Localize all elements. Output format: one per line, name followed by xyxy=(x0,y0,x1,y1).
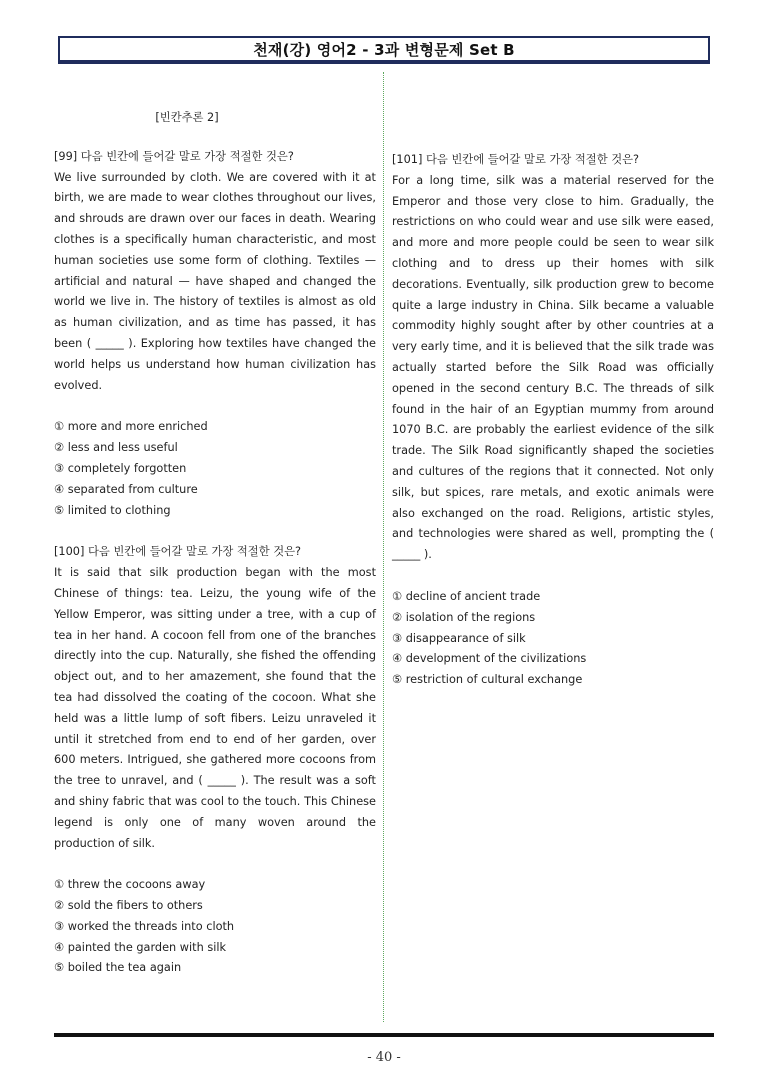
column-divider xyxy=(383,72,384,1022)
question-number: [100] 다음 빈칸에 들어갈 말로 가장 적절한 것은? xyxy=(54,545,302,559)
page-header xyxy=(58,36,710,64)
choice-3: ③ worked the threads into cloth xyxy=(54,919,235,933)
left-column xyxy=(54,108,376,1000)
right-column xyxy=(392,150,714,712)
page-title: 천재(강) 영어2 - 3과 변형문제 Set B xyxy=(253,40,515,59)
choice-2: ② less and less useful xyxy=(54,441,178,455)
choice-4: ④ painted the garden with silk xyxy=(54,940,227,954)
choice-list xyxy=(54,417,376,521)
choice-4: ④ development of the civilizations xyxy=(392,652,587,666)
choice-3: ③ disappearance of silk xyxy=(392,631,526,645)
question-100 xyxy=(54,542,376,979)
choice-4: ④ separated from culture xyxy=(54,482,198,496)
choice-5: ⑤ limited to clothing xyxy=(54,503,171,517)
choice-3: ③ completely forgotten xyxy=(54,461,187,475)
choice-list xyxy=(54,875,376,979)
page-number: - 40 - xyxy=(367,1050,401,1065)
section-label: [빈칸추론 2] xyxy=(155,111,219,124)
question-number: [101] 다음 빈칸에 들어갈 말로 가장 적절한 것은? xyxy=(392,153,640,166)
question-number: [99] 다음 빈칸에 들어갈 말로 가장 적절한 것은? xyxy=(54,149,294,163)
question-99 xyxy=(54,147,376,522)
choice-2: ② sold the fibers to others xyxy=(54,899,203,913)
choice-2: ② isolation of the regions xyxy=(392,610,536,624)
choice-5: ⑤ restriction of cultural exchange xyxy=(392,673,583,687)
footer-rule xyxy=(54,1033,714,1037)
choice-1: ① more and more enriched xyxy=(54,420,208,434)
choice-5: ⑤ boiled the tea again xyxy=(54,961,182,975)
question-101 xyxy=(392,150,714,691)
question-passage: For a long time, silk was a material reserved for the Emperor and those very close to him. Gradually, the restrictions on who could wear and use silk were eased, and more and more people could be seen to wear silk clothing and to dress up their homes with silk decorations. Eventually, silk production grew to become quite a large industry in China. Silk became a valuable commodity highly sought after by other countries at a very early time, and it is believed that the silk trade was actually started before the Silk Road was officially opened in the second century B.C. The threads of silk found in the hair of an Egyptian mummy from around 1070 B.C. are probably the earliest evidence of the silk trade. The Silk Road significantly shaped the societies and cultures of the regions that it connected. Not only silk, but spices, rare metals, and exotic animals were also exchanged on the road. Religions, artistic styles, and technologies were shared as well, prompting the ( _____ ). xyxy=(392,173,714,562)
choice-list xyxy=(392,587,714,691)
choice-1: ① threw the cocoons away xyxy=(54,878,206,892)
question-passage: We live surrounded by cloth. We are covered with it at birth, we are made to wear clothes throughout our lives, and shrouds are drawn over our faces in death. Wearing clothes is a specifically human characteristic, and most human societies use some form of clothing. Textiles — artificial and natural — have shaped and changed the world we live in. The history of textiles is almost as old as human civilization, and as time has passed, it has been ( _____ ). Exploring how textiles have changed the world helps us understand how human civilization has evolved. xyxy=(54,170,376,392)
question-passage: It is said that silk production began with the most Chinese of things: tea. Leizu, the young wife of the Yellow Emperor, was sitting under a tree, with a cup of tea in her hand. A cocoon fell from one of the branches directly into the cup. Naturally, she fished the offending object out, and to her amazement, she found that the tea had dissolved the coating of the cocoon. What she held was a little lump of soft fibers. Leizu unraveled it until it stretched from end to end of her garden, over 600 meters. Intrigued, she gathered more cocoons from the tree to unravel, and ( _____ ). The result was a soft and shiny fabric that was cool to the touch. This Chinese legend is only one of many woven around the production of silk. xyxy=(54,566,376,850)
choice-1: ① decline of ancient trade xyxy=(392,589,541,603)
